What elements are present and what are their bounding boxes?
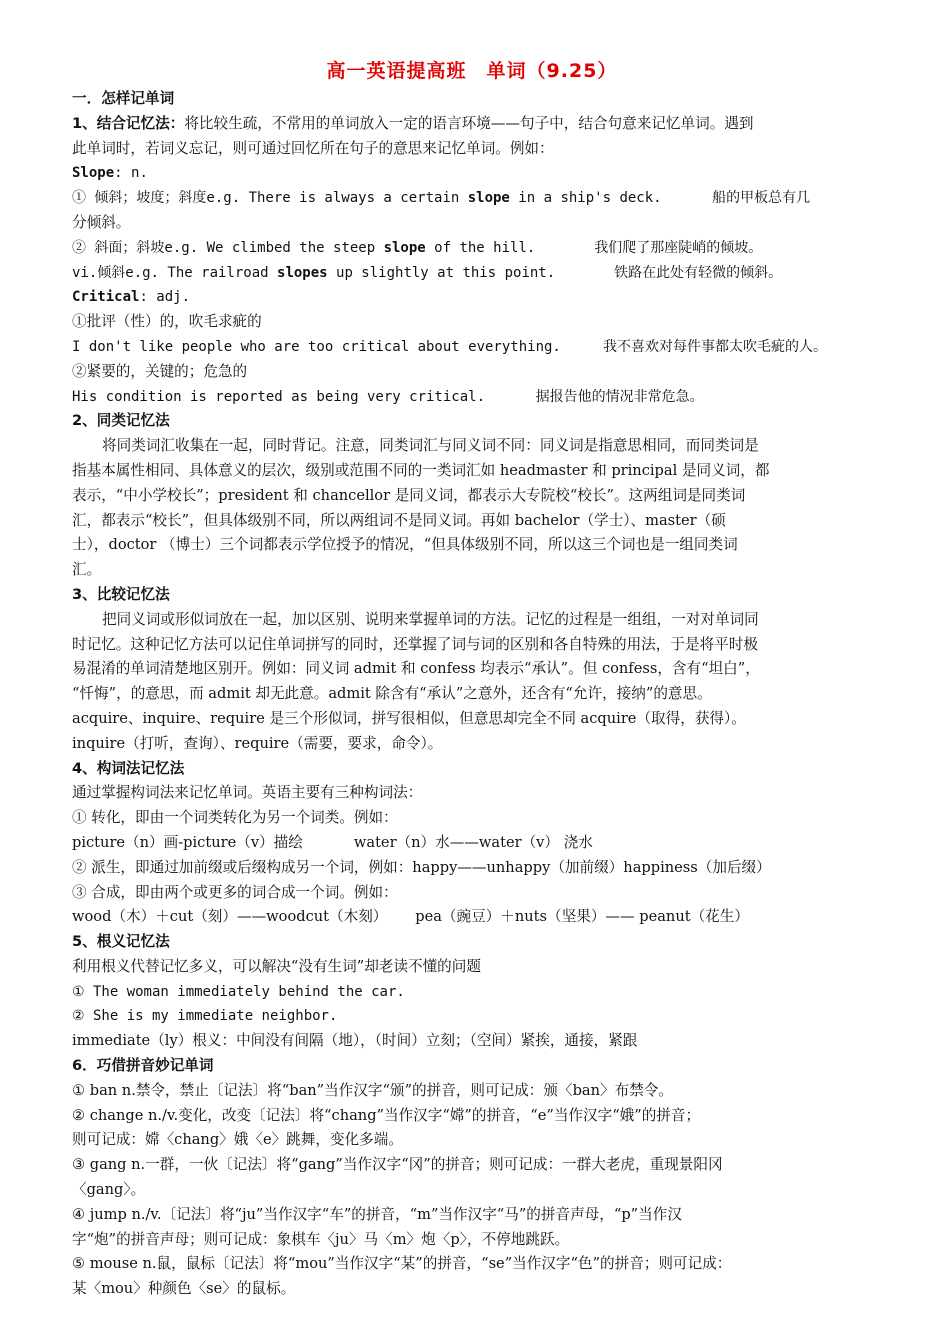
- example-line: ② She is my immediate neighbor.: [72, 1008, 338, 1025]
- paragraph: ② change n./v.变化，改变〔记法〕将“chang”当作汉字“嫦”的拼音，“e”当作汉字“娥”的拼音；: [72, 1106, 701, 1124]
- paragraph: 汇，都表示“校长”，但具体级别不同，所以两组词不是同义词。再如 bachelor（学士）、master（硕: [72, 511, 726, 529]
- paragraph: 则可记成：嫦〈chang〉娥〈e〉跳舞，变化多端。: [72, 1131, 403, 1149]
- paragraph: immediate（ly）根义：中间没有间隔（地），（时间）立刻；（空间）紧挨，通接，紧跟: [72, 1032, 638, 1050]
- paragraph: 表示，“中小学校长”；president 和 chancellor 是同义词，都表示大专院校“校长”。这两组词是同类词: [72, 486, 746, 504]
- example-line: ① The woman immediately behind the car.: [72, 983, 405, 1000]
- document-page: [72, 56, 872, 1302]
- text: ① 倾斜；坡度；斜度e.g. There is always a certain: [72, 190, 468, 207]
- definition-line: ②紧要的，关键的；危急的: [72, 362, 248, 380]
- paragraph: ⑤ mouse n.鼠，鼠标〔记法〕将“mou”当作汉字“某”的拼音，“se”当作汉字“色”的拼音；则可记成：: [72, 1255, 732, 1273]
- keyword: slopes: [277, 264, 328, 281]
- paragraph: 把同义词或形似词放在一起，加以区别、说明来掌握单词的方法。记忆的过程是一组组，一对对单词同: [102, 610, 759, 628]
- keyword: slope: [467, 190, 510, 207]
- definition-line: ①批评（性）的，吹毛求疵的: [72, 313, 262, 331]
- paragraph: 某〈mou〉种颜色〈se〉的鼠标。: [72, 1280, 296, 1298]
- text: 将比较生疏，不常用的单词放入一定的语言环境——句子中，结合句意来记忆单词。遇到: [184, 114, 754, 132]
- text: of the hill. 我们爬了那座陡峭的倾坡。: [425, 239, 763, 256]
- example-line: 分倾斜。: [72, 213, 131, 231]
- example-line: I don't like people who are too critical about everything. 我不喜欢对每件事都太吹毛疵的人。: [72, 338, 828, 355]
- paragraph: ① 转化，即由一个词类转化为另一个词类。例如：: [72, 809, 398, 827]
- example-line: [72, 236, 872, 261]
- paragraph: ③ gang n.一群，一伙〔记法〕将“gang”当作汉字“冈”的拼音；则可记成：一群大老虎，重现景阳冈: [72, 1156, 723, 1174]
- paragraph: 指基本属性相同、具体意义的层次，级别或范围不同的一类词汇如 headmaster 和 principal 是同义词，都: [72, 461, 770, 479]
- paragraph: 通过掌握构词法来记忆单词。英语主要有三种构词法：: [72, 784, 423, 802]
- paragraph: 字“炮”的拼音声母；则可记成：象棋车〈ju〉马〈m〉炮〈p〉，不停地跳跃。: [72, 1230, 570, 1248]
- paragraph: ③ 合成，即由两个或更多的词合成一个词。例如：: [72, 883, 398, 901]
- section-heading: 3、比较记忆法: [72, 585, 170, 603]
- section-heading: 5、根义记忆法: [72, 933, 170, 951]
- paragraph: ① ban n.禁令，禁止〔记法〕将“ban”当作汉字“颁”的拼音，则可记成：颁〈ban〉布禁令。: [72, 1081, 673, 1099]
- paragraph: picture（n）画-picture（v）描绘 water（n）水——water（v） 浇水: [72, 833, 593, 851]
- paragraph: 易混淆的单词清楚地区别开。例如：同义词 admit 和 confess 均表示“承认”。但 confess，含有“坦白”，: [72, 660, 760, 678]
- paragraph: 士），doctor （博士）三个词都表示学位授予的情况，“但具体级别不同，所以这三个词也是一组同类词: [72, 536, 738, 554]
- paragraph: 汇。: [72, 561, 102, 579]
- text: vi.倾斜e.g. The railroad: [72, 264, 278, 281]
- example-line: [72, 186, 872, 211]
- paragraph: 时记忆。这种记忆方法可以记住单词拼写的同时，还掌握了词与词的区别和各自特殊的用法，于是将平时极: [72, 635, 758, 653]
- paragraph: wood（木）＋cut（刻）——woodcut（木刻） pea（豌豆）＋nuts（坚果）—— peanut（花生）: [72, 908, 749, 926]
- paragraph: 利用根义代替记忆多义，可以解决“没有生词”却老读不懂的问题: [72, 957, 481, 975]
- page-title: 高一英语提高班 单词（9.25）: [326, 60, 618, 82]
- text: ② 斜面；斜坡e.g. We climbed the steep: [72, 239, 384, 256]
- paragraph: ② 派生，即通过加前缀或后缀构成另一个词，例如：happy——unhappy（加前缀）happiness（加后缀）: [72, 858, 771, 876]
- vocab-word: Slope: [72, 165, 115, 182]
- part-of-speech: : n.: [114, 165, 148, 182]
- paragraph: “忏悔”，的意思，而 admit 却无此意。admit 除含有“承认”之意外，还含有“允许，接纳”的意思。: [72, 685, 712, 703]
- text: up slightly at this point. 铁路在此处有轻微的倾斜。: [327, 264, 783, 281]
- section-heading: 2、同类记忆法: [72, 412, 170, 430]
- part-of-speech: : adj.: [139, 289, 191, 306]
- word-entry: [72, 285, 872, 310]
- paragraph: inquire（打听，查询）、require（需要，要求，命令）。: [72, 734, 443, 752]
- paragraph: ④ jump n./v.〔记法〕将“ju”当作汉字“车”的拼音，“m”当作汉字“马”的拼音声母，“p”当作汉: [72, 1205, 682, 1223]
- word-entry: [72, 161, 872, 186]
- keyword: slope: [383, 239, 426, 256]
- section-heading: 4、构词法记忆法: [72, 759, 185, 777]
- paragraph: 此单词时，若词义忘记，则可通过回忆所在句子的意思来记忆单词。例如：: [72, 139, 554, 157]
- paragraph: acquire、inquire、require 是三个形似词，拼写很相似，但意思却完全不同 acquire（取得，获得）。: [72, 709, 746, 727]
- section-heading: 1、结合记忆法：: [72, 114, 185, 132]
- section-heading: 一．怎样记单词: [72, 90, 175, 107]
- vocab-word: Critical: [72, 289, 140, 306]
- text: in a ship's deck. 船的甲板总有几: [509, 190, 811, 207]
- section-heading: 6．巧借拼音妙记单词: [72, 1057, 214, 1075]
- paragraph: 将同类词汇收集在一起，同时背记。注意，同类词汇与同义词不同：同义词是指意思相同，而同类词是: [102, 437, 759, 455]
- example-line: [72, 261, 872, 286]
- paragraph: [72, 112, 872, 137]
- example-line: His condition is reported as being very critical. 据报告他的情况非常危急。: [72, 388, 704, 405]
- paragraph: 〈gang〉。: [72, 1181, 146, 1199]
